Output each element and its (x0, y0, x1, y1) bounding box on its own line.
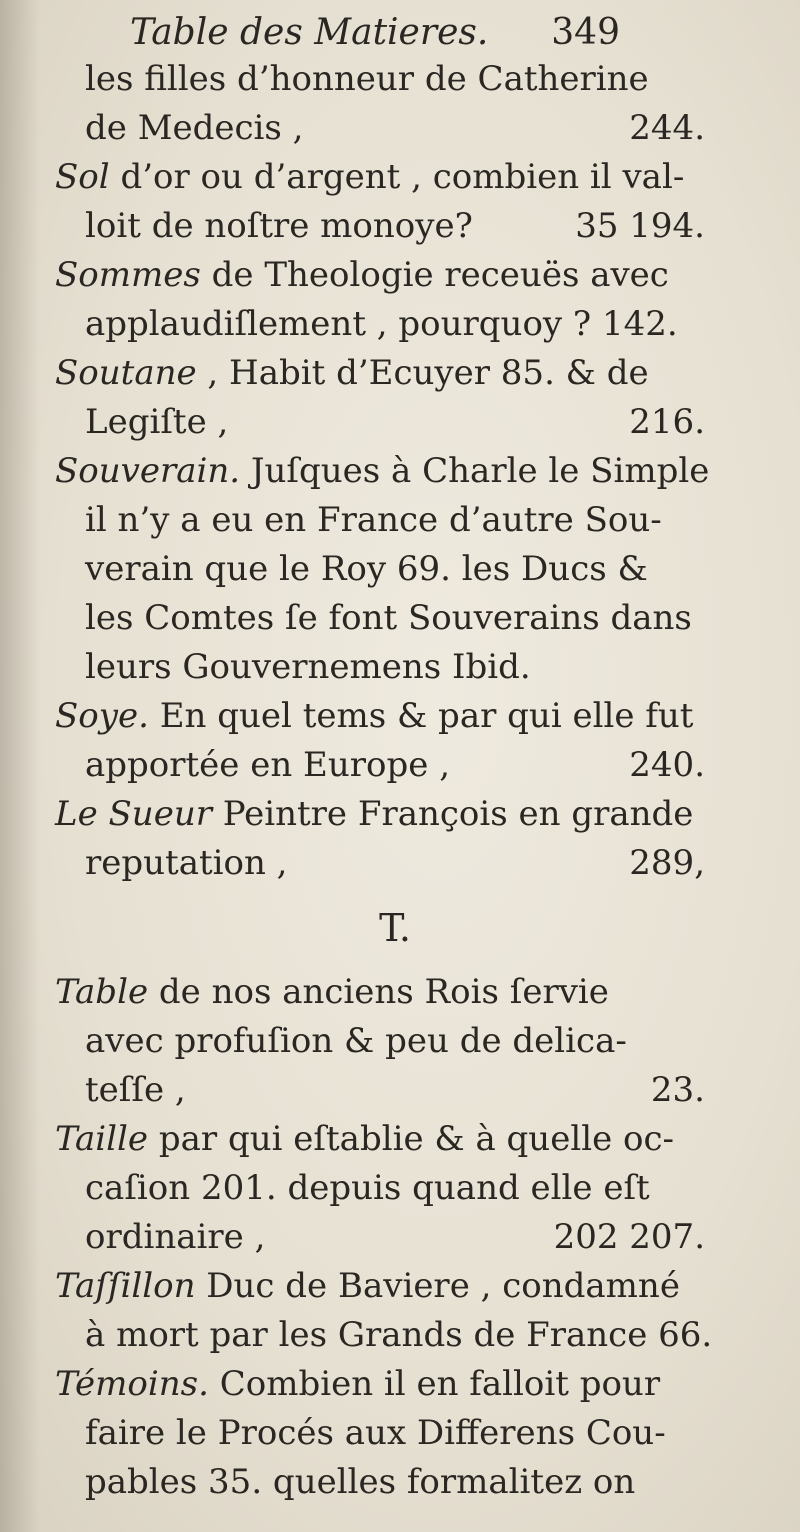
entry-text (55, 968, 609, 1017)
entry-body: Legiſte , (85, 402, 229, 442)
entry-keyword: Témoins. (55, 1364, 209, 1404)
index-entry-line (55, 104, 705, 153)
index-section-t (55, 968, 713, 1507)
entry-text (85, 104, 304, 153)
index-entry-line (55, 251, 705, 300)
index-entry-line (55, 1360, 705, 1409)
section-letter-t: T. (379, 906, 411, 950)
entry-text (85, 398, 228, 447)
entry-body: il n’y a eu en France d’autre Sou- (85, 500, 662, 540)
entry-page-ref: 216. (629, 402, 705, 442)
entry-body: de Theologie receuës avec (200, 255, 669, 295)
entry-body: En quel tems & par qui elle fut (148, 696, 694, 736)
entry-text (85, 1458, 635, 1507)
entry-page-ref: 35 194. (575, 206, 705, 246)
entry-keyword: Table (55, 972, 149, 1012)
entry-text (85, 55, 649, 104)
entry-text (85, 643, 531, 692)
index-entry-line (55, 968, 705, 1017)
entry-body: Duc de Baviere , condamné (195, 1266, 680, 1306)
entry-body: avec profuſion & peu de delica- (85, 1021, 627, 1061)
entry-text (85, 1213, 265, 1262)
index-entry-line (55, 839, 705, 888)
entry-text (55, 349, 649, 398)
index-entry-line (55, 1409, 705, 1458)
entry-keyword: Taſſillon (55, 1266, 196, 1306)
entry-body: Peintre François en grande (211, 794, 694, 834)
index-entry-line (55, 1458, 705, 1507)
index-entry-line (55, 1213, 705, 1262)
entry-text (85, 202, 473, 251)
index-content (55, 55, 713, 1507)
entry-keyword: Soye. (55, 696, 149, 736)
index-section-s (55, 55, 710, 888)
index-entry-line (55, 1066, 705, 1115)
entry-page-ref: 244. (629, 108, 705, 148)
entry-text (85, 300, 678, 349)
page-number: 349 (551, 12, 620, 53)
index-entry-line (55, 545, 705, 594)
entry-keyword: Sol (55, 157, 110, 197)
entry-page-ref: 289, (629, 843, 705, 883)
entry-text (55, 251, 669, 300)
entry-body: faire le Procés aux Differens Cou- (85, 1413, 666, 1453)
entry-body: pables 35. quelles formalitez on (85, 1462, 636, 1502)
entry-keyword: Souverain. (55, 451, 241, 491)
entry-text (85, 839, 288, 888)
entry-body: leurs Gouvernemens Ibid. (85, 647, 531, 687)
index-entry-line (55, 643, 705, 692)
index-entry-line (55, 153, 705, 202)
entry-body: d’or ou d’argent , combien il val- (109, 157, 685, 197)
entry-text (85, 545, 648, 594)
entry-body: loit de noſtre monoye? (85, 206, 473, 246)
entry-text (85, 594, 692, 643)
entry-body: de Medecis , (85, 108, 304, 148)
entry-body: à mort par les Grands de France 66. (85, 1315, 713, 1355)
index-entry-line (55, 496, 705, 545)
entry-keyword: Soutane (55, 353, 197, 393)
index-entry-line (55, 1164, 705, 1213)
entry-body: les Comtes ſe font Souverains dans (85, 598, 692, 638)
entry-body: Juſques à Charle le Simple (240, 451, 710, 491)
entry-text (55, 1360, 660, 1409)
entry-body: reputation , (85, 843, 288, 883)
entry-body: , Habit d’Ecuyer 85. & de (196, 353, 649, 393)
running-header (130, 12, 620, 58)
entry-text (55, 153, 684, 202)
entry-text (85, 496, 662, 545)
header-title: Table des Matieres. (130, 12, 489, 53)
entry-keyword: Sommes (55, 255, 201, 295)
entry-body: caſion 201. depuis quand elle eſt (85, 1168, 650, 1208)
index-entry-line (55, 398, 705, 447)
entry-body: de nos anciens Rois ſervie (148, 972, 609, 1012)
entry-body: apportée en Europe , (85, 745, 451, 785)
entry-text (85, 1409, 666, 1458)
index-entry-line (55, 349, 705, 398)
entry-text (55, 790, 693, 839)
entry-page-ref: 23. (650, 1070, 705, 1110)
entry-text (85, 741, 450, 790)
entry-text (55, 447, 709, 496)
entry-body: ordinaire , (85, 1217, 266, 1257)
entry-body: teſſe , (85, 1070, 186, 1110)
entry-body: les filles d’honneur de Catherine (85, 59, 649, 99)
index-entry-line (55, 447, 710, 496)
index-entry-line (55, 55, 705, 104)
entry-text (85, 1311, 712, 1360)
entry-body: par qui eſtablie & à quelle oc- (148, 1119, 674, 1159)
index-entry-line (55, 1115, 705, 1164)
entry-text (85, 1066, 186, 1115)
index-entry-line (55, 692, 705, 741)
index-entry-line (55, 1017, 705, 1066)
entry-text (85, 1164, 650, 1213)
entry-text (55, 1262, 680, 1311)
entry-text (85, 1017, 627, 1066)
entry-keyword: Le Sueur (55, 794, 212, 834)
entry-body: verain que le Roy 69. les Ducs & (85, 549, 648, 589)
entry-text (55, 1115, 674, 1164)
index-entry-line (55, 300, 705, 349)
index-entry-line (55, 202, 705, 251)
entry-body: Combien il en falloit pour (208, 1364, 661, 1404)
index-entry-line (55, 594, 705, 643)
entry-keyword: Taille (55, 1119, 149, 1159)
entry-page-ref: 240. (629, 745, 705, 785)
index-entry-line (55, 790, 705, 839)
entry-page-ref: 202 207. (553, 1217, 705, 1257)
index-entry-line (55, 1311, 713, 1360)
entry-body: applaudiſlement , pourquoy ? 142. (85, 304, 678, 344)
page-edge-shadow (0, 0, 40, 1532)
index-entry-line (55, 741, 705, 790)
index-entry-line (55, 1262, 705, 1311)
entry-text (55, 692, 693, 741)
